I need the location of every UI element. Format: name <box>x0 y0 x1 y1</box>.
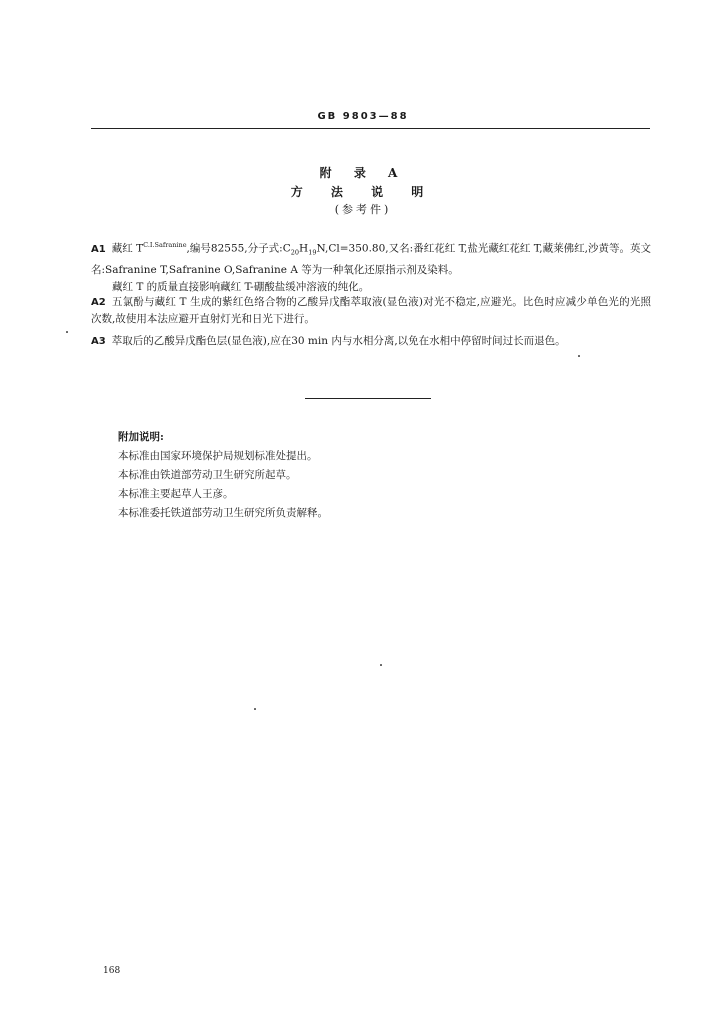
notes-line: 本标准委托铁道部劳动卫生研究所负责解释。 <box>118 507 328 519</box>
scan-speck <box>578 355 580 357</box>
section-a1-second-paragraph: 藏红 T 的质量直接影响藏红 T-硼酸盐缓冲溶液的纯化。 <box>112 280 370 293</box>
page-number: 168 <box>103 966 121 976</box>
section-a3-label: A3 <box>91 336 106 347</box>
section-a1 <box>91 237 651 296</box>
section-a3-text: 萃取后的乙酸异戊酯色层(显色液),应在30 min 内与水相分离,以免在水相中停留时间过长而退色。 <box>111 335 566 347</box>
notes-line: 本标准由铁道部劳动卫生研究所起草。 <box>118 469 297 481</box>
notes-line: 本标准主要起草人王彦。 <box>118 488 234 500</box>
reference-title: (参考件) <box>334 203 392 216</box>
section-a2 <box>91 294 651 328</box>
section-a2-label: A2 <box>91 297 106 308</box>
section-a1-text-start: 藏红 T <box>111 242 144 255</box>
section-a1-sub-hydrogen: 19 <box>308 248 317 257</box>
notes-line: 本标准由国家环境保护局规划标准处提出。 <box>118 450 318 462</box>
section-a1-text-mid: ,编号82555,分子式:C <box>186 242 291 255</box>
standard-code-header: GB 9803—88 <box>317 111 409 122</box>
scan-speck <box>380 664 382 666</box>
section-divider-rule <box>305 398 431 399</box>
scan-speck <box>254 708 256 710</box>
section-a1-text-h: H <box>299 242 309 255</box>
scan-speck <box>66 331 68 333</box>
section-a3 <box>91 333 651 350</box>
appendix-title: 附 录 A <box>319 166 407 180</box>
section-a1-sub-carbon: 20 <box>290 248 300 257</box>
section-a1-label: A1 <box>91 243 106 255</box>
method-title: 方 法 说 明 <box>290 185 436 199</box>
header-rule <box>91 128 650 129</box>
section-a1-ci-superscript: C.I.Safranine <box>143 241 187 249</box>
section-a2-text: 五氯酚与藏红 T 生成的紫红色络合物的乙酸异戊酯萃取液(显色液)对光不稳定,应避光。比色时应减少单色光的光照次数,故使用本法应避开直射灯光和日光下进行。 <box>91 296 651 325</box>
section-a1-paragraph <box>91 237 651 279</box>
additional-notes <box>118 428 328 523</box>
section-a1-text-tail: N,Cl=350.80,又名:番红花红 T,盐光藏红花红 T,藏莱佛红,沙黄等。英文名:Safranine T,Safranine O,Safranine A 等为一种氧化还原指示剂及染料。 <box>91 242 651 276</box>
notes-title: 附加说明: <box>118 431 164 443</box>
